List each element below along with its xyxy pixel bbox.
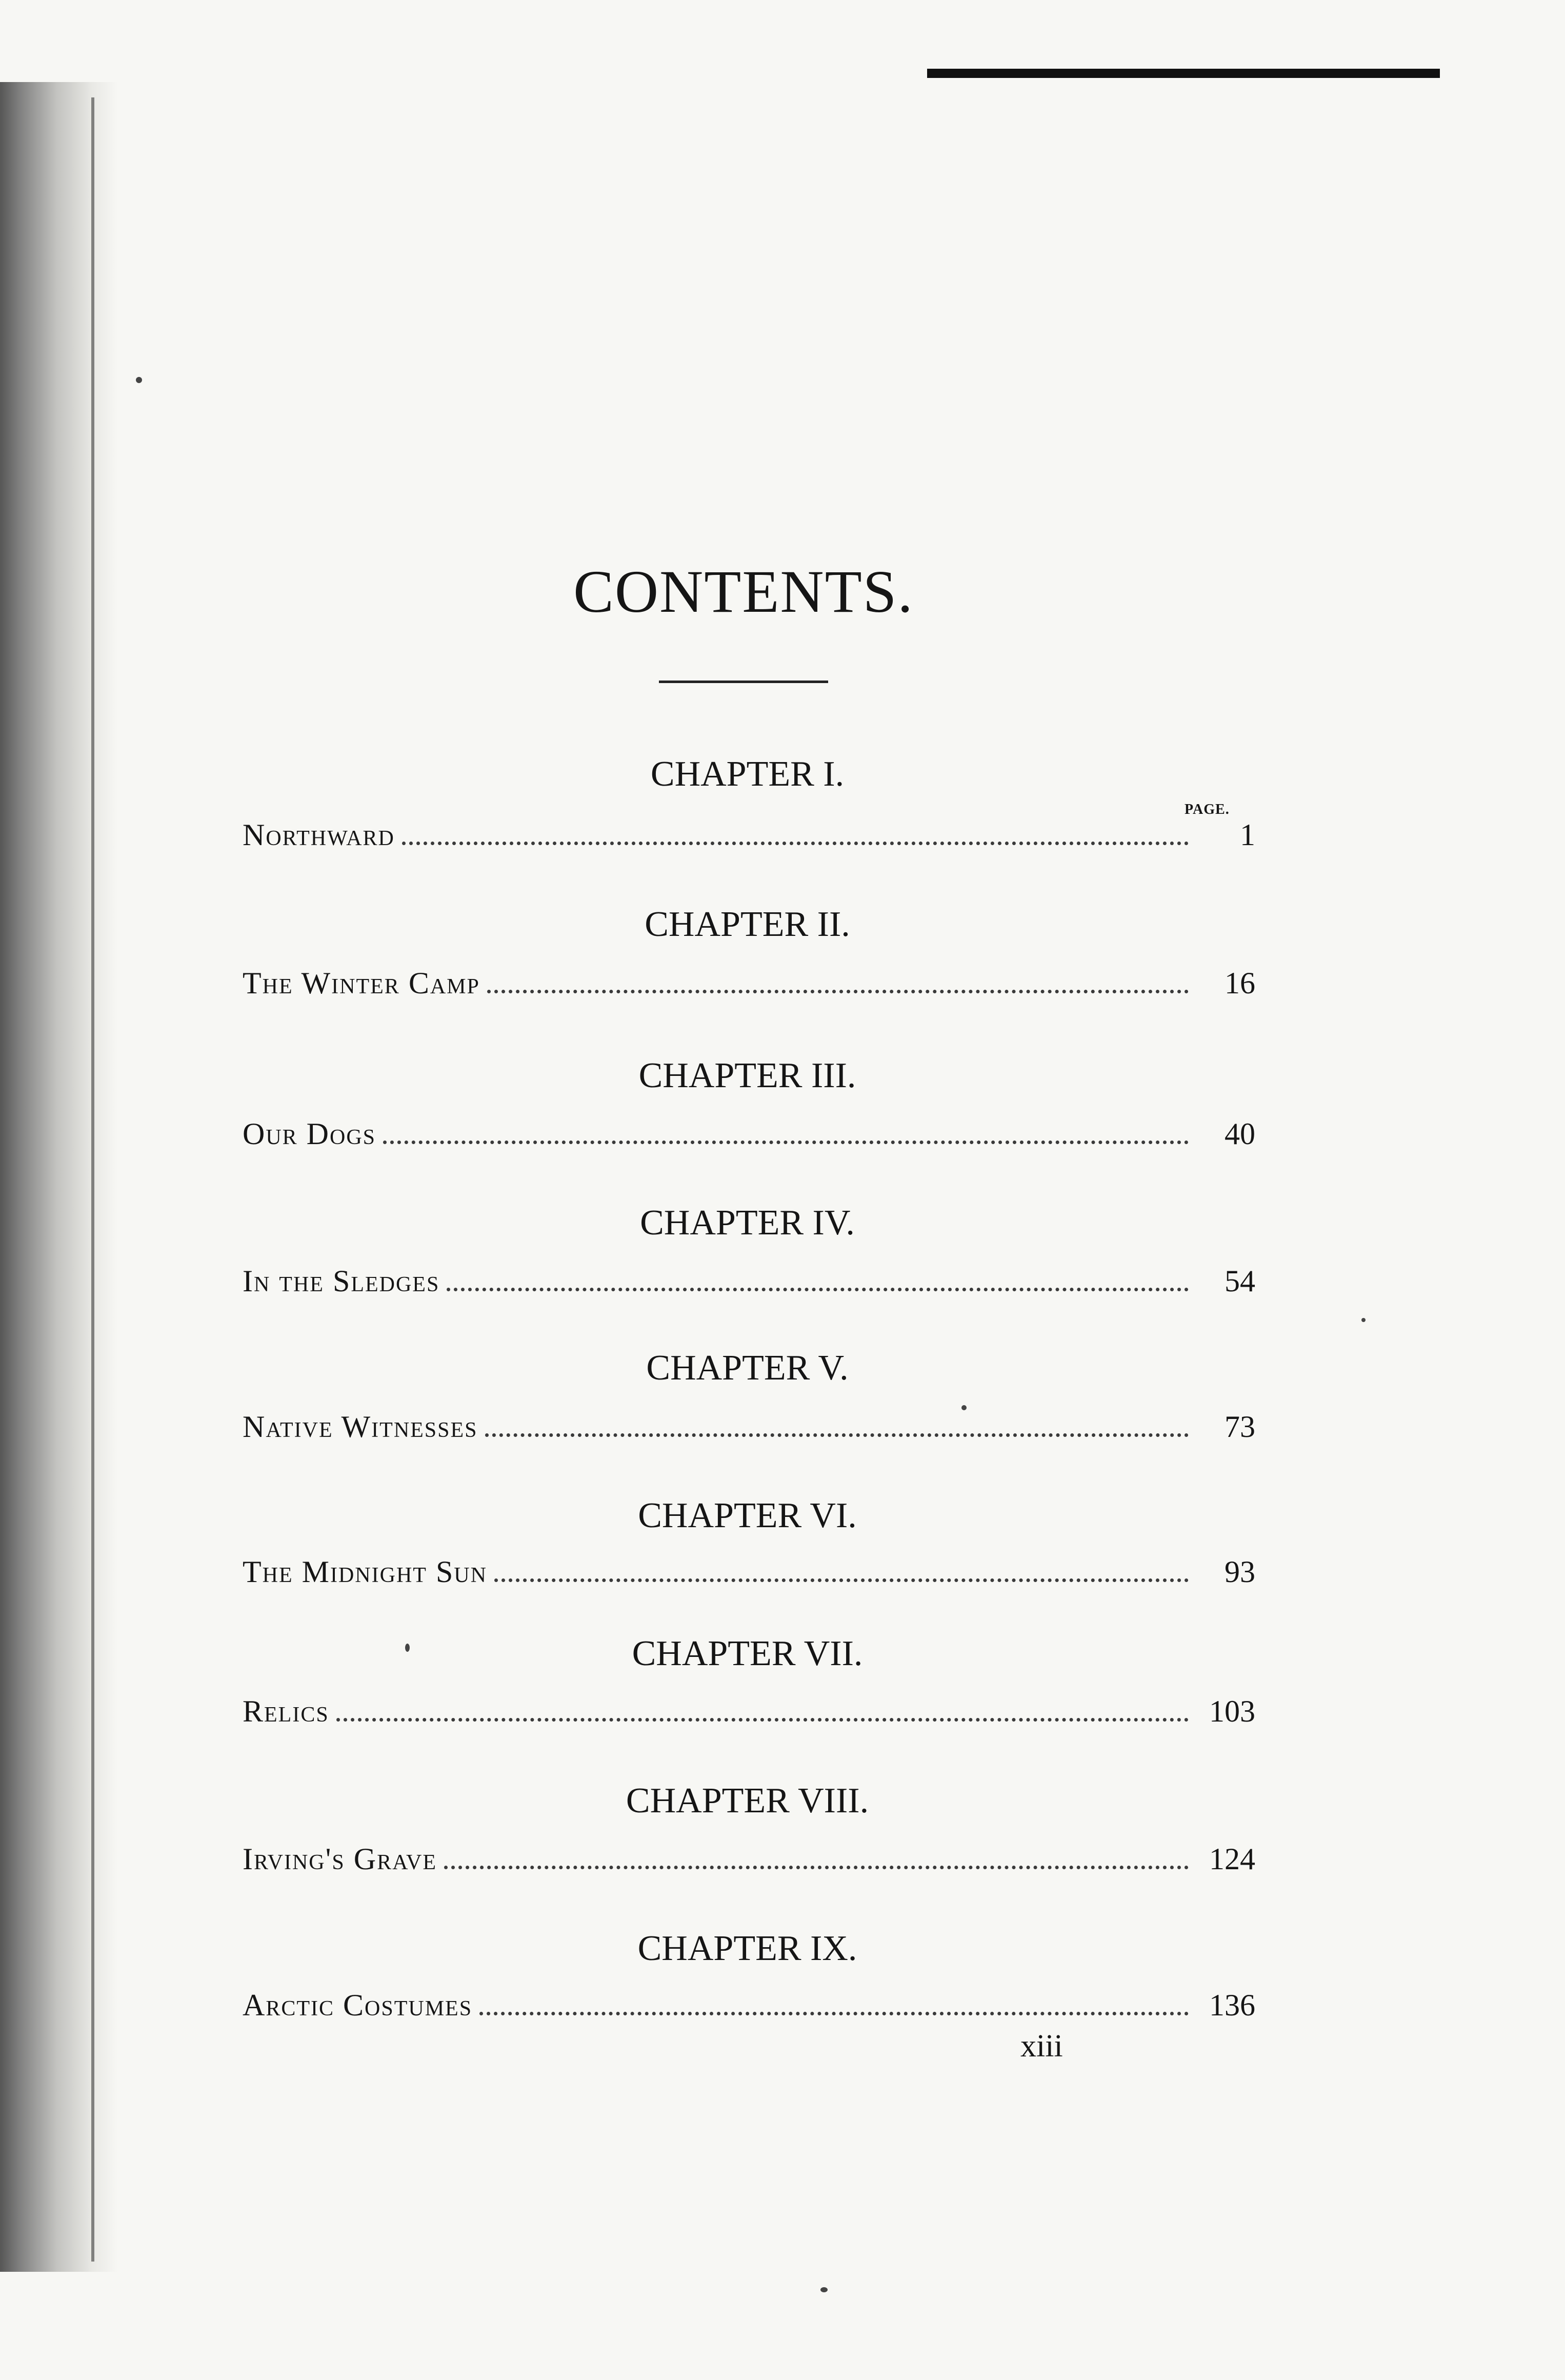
dot-leader bbox=[447, 1288, 1189, 1291]
toc-entry[interactable] bbox=[243, 1844, 1255, 1874]
toc-entry[interactable] bbox=[243, 819, 1255, 850]
toc-entry-title: Arctic Costumes bbox=[243, 1988, 473, 2022]
toc-entry-page: 1 bbox=[1240, 818, 1255, 852]
dot-leader bbox=[494, 1578, 1189, 1582]
toc-entry-page: 73 bbox=[1225, 1410, 1255, 1444]
toc-entry[interactable] bbox=[243, 1266, 1255, 1296]
toc-entry-title: The Midnight Sun bbox=[243, 1555, 487, 1589]
toc-entry-page: 40 bbox=[1225, 1117, 1255, 1151]
chapter-heading: CHAPTER III. bbox=[638, 1056, 856, 1095]
toc-entry-title: Native Witnesses bbox=[243, 1410, 478, 1444]
toc-entry[interactable] bbox=[243, 968, 1255, 998]
chapter-heading: CHAPTER VIII. bbox=[626, 1781, 869, 1821]
chapter-heading: CHAPTER II. bbox=[645, 905, 850, 944]
toc-entry[interactable] bbox=[243, 1696, 1255, 1727]
chapter-heading: CHAPTER VI. bbox=[638, 1496, 857, 1535]
scan-speck bbox=[961, 1405, 967, 1410]
chapter-heading: CHAPTER IX. bbox=[637, 1929, 857, 1968]
toc-entry-page: 103 bbox=[1209, 1694, 1255, 1728]
toc-entry-page: 124 bbox=[1209, 1842, 1255, 1876]
toc-entry-page: 16 bbox=[1225, 966, 1255, 1000]
dot-leader bbox=[487, 990, 1189, 993]
dot-leader bbox=[336, 1718, 1189, 1722]
toc-entry-title: Northward bbox=[243, 818, 395, 852]
toc-entry[interactable] bbox=[243, 1556, 1255, 1587]
contents-title: CONTENTS. bbox=[573, 558, 914, 625]
toc-entry-page: 93 bbox=[1225, 1555, 1255, 1589]
chapter-heading: CHAPTER VII. bbox=[632, 1634, 863, 1673]
dot-leader bbox=[402, 842, 1189, 845]
chapter-heading: CHAPTER V. bbox=[646, 1348, 849, 1388]
dot-leader bbox=[383, 1141, 1189, 1144]
scan-speck bbox=[136, 377, 142, 383]
toc-entry-title: In the Sledges bbox=[243, 1264, 440, 1298]
page-folio: xiii bbox=[1020, 2029, 1063, 2064]
toc-entry-title: Irving's Grave bbox=[243, 1842, 437, 1876]
title-divider bbox=[659, 681, 828, 683]
top-edge-rule bbox=[927, 69, 1440, 78]
scan-speck bbox=[405, 1644, 410, 1652]
scan-speck bbox=[820, 2287, 828, 2292]
toc-entry-title: Our Dogs bbox=[243, 1117, 376, 1151]
toc-entry[interactable] bbox=[243, 1990, 1255, 2021]
toc-entry[interactable] bbox=[243, 1118, 1255, 1149]
dot-leader bbox=[444, 1866, 1189, 1869]
scan-speck bbox=[1361, 1318, 1366, 1322]
toc-entry-page: 54 bbox=[1225, 1264, 1255, 1298]
toc-entry[interactable] bbox=[243, 1411, 1255, 1442]
toc-entry-page: 136 bbox=[1209, 1988, 1255, 2022]
dot-leader bbox=[485, 1433, 1189, 1437]
chapter-heading: CHAPTER IV. bbox=[640, 1203, 855, 1243]
page-column-label: PAGE. bbox=[1185, 802, 1230, 817]
toc-entry-title: Relics bbox=[243, 1694, 329, 1728]
toc-entry-title: The Winter Camp bbox=[243, 966, 480, 1000]
chapter-heading: CHAPTER I. bbox=[650, 754, 845, 794]
dot-leader bbox=[479, 2012, 1189, 2015]
